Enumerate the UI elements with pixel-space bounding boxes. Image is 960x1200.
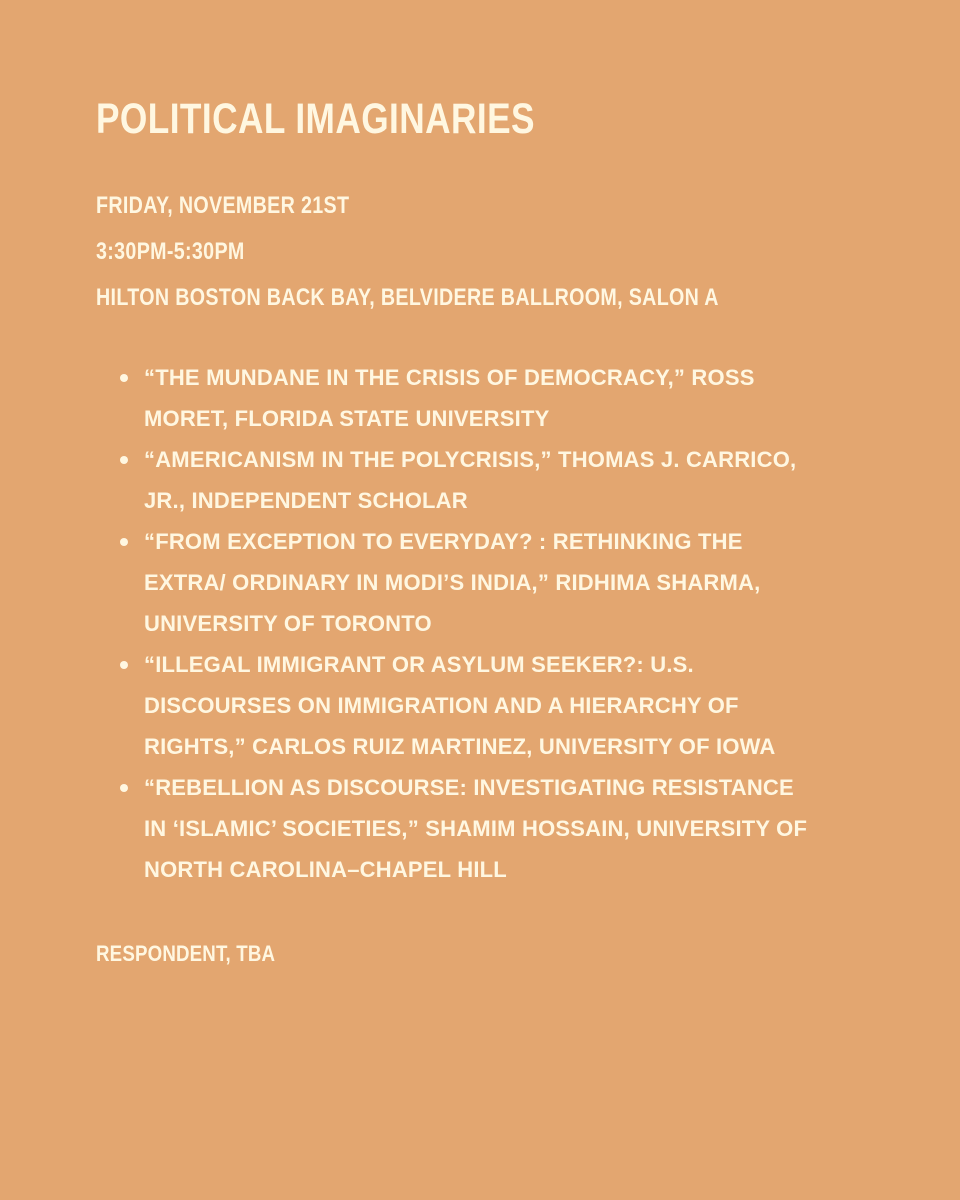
paper-text: “ILLEGAL IMMIGRANT OR ASYLUM SEEKER?: U.S. DISCOURSES ON IMMIGRATION AND A HIERARCHY OF RIGHTS,” CARLOS RUIZ MARTINEZ, UNIVERSITY OF IOWA	[144, 652, 776, 760]
session-title: POLITICAL IMAGINARIES	[96, 95, 535, 143]
paper-item	[96, 644, 816, 767]
paper-list	[96, 357, 816, 890]
session-location: HILTON BOSTON BACK BAY, BELVIDERE BALLROOM, SALON A	[96, 284, 719, 312]
bullet-icon	[120, 374, 128, 382]
bullet-icon	[120, 661, 128, 669]
respondent-line: RESPONDENT, TBA	[96, 941, 276, 967]
bullet-icon	[120, 456, 128, 464]
paper-text: “AMERICANISM IN THE POLYCRISIS,” THOMAS J. CARRICO, JR., INDEPENDENT SCHOLAR	[144, 447, 797, 514]
paper-item	[96, 357, 816, 439]
bullet-icon	[120, 784, 128, 792]
bullet-icon	[120, 538, 128, 546]
paper-item	[96, 521, 816, 644]
paper-text: “THE MUNDANE IN THE CRISIS OF DEMOCRACY,” ROSS MORET, FLORIDA STATE UNIVERSITY	[144, 365, 755, 432]
paper-text: “REBELLION AS DISCOURSE: INVESTIGATING RESISTANCE IN ‘ISLAMIC’ SOCIETIES,” SHAMIM HOSSAIN, UNIVERSITY OF NORTH CAROLINA–CHAPEL HILL	[144, 775, 808, 883]
session-time: 3:30PM-5:30PM	[96, 238, 245, 266]
paper-text: “FROM EXCEPTION TO EVERYDAY? : RETHINKING THE EXTRA/ ORDINARY IN MODI’S INDIA,” RIDHIMA SHARMA, UNIVERSITY OF TORONTO	[144, 529, 761, 637]
session-date: FRIDAY, NOVEMBER 21ST	[96, 192, 350, 220]
session-details	[96, 183, 960, 321]
paper-item	[96, 439, 816, 521]
paper-item	[96, 767, 816, 890]
